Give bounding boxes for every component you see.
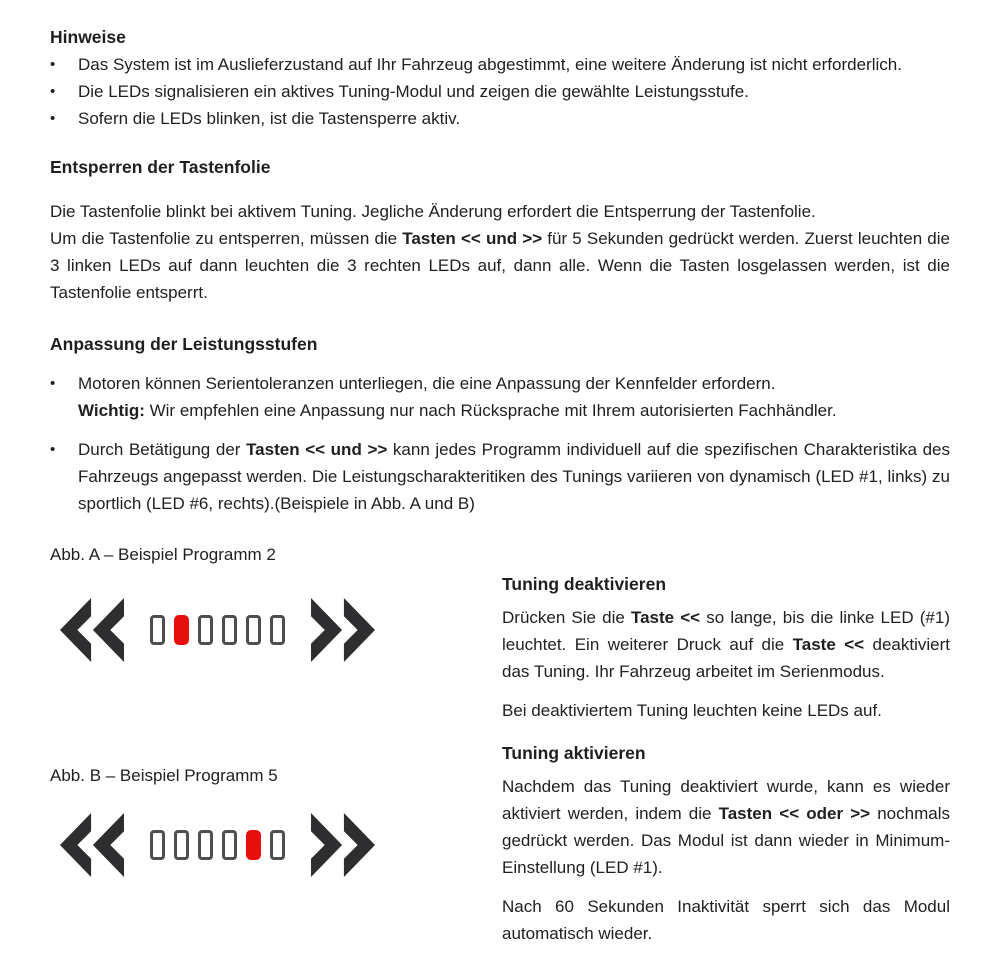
hinweise-heading: Hinweise bbox=[50, 27, 126, 47]
led-5-active bbox=[246, 830, 261, 860]
paragraph: Die Tastenfolie blinkt bei aktivem Tuning. Jegliche Änderung erfordert die Entsperrung der Tastenfolie. bbox=[50, 202, 816, 221]
paragraph: Nachdem das Tuning deaktiviert wurde, kann es wieder aktiviert werden, indem die Tasten << oder >> nochmals gedrückt werden. Das Modul ist dann wieder in Minimum-Einstellung (LED #1). bbox=[502, 777, 950, 877]
tuning-deaktivieren-heading: Tuning deaktivieren bbox=[502, 574, 667, 594]
double-chevron-right-icon bbox=[305, 598, 381, 662]
bullet-text: • Die LEDs signalisieren ein aktives Tuning-Modul und zeigen die gewählte Leistungsstufe. bbox=[78, 82, 749, 101]
list-item bbox=[50, 436, 950, 517]
paragraph: Bei deaktiviertem Tuning leuchten keine LEDs auf. bbox=[502, 701, 882, 720]
double-chevron-right-icon bbox=[305, 813, 381, 877]
paragraph: Drücken Sie die Taste << so lange, bis die linke LED (#1) leuchtet. Ein weiterer Druck auf die Taste << deaktiviert das Tuning. Ihr Fahrzeug arbeitet im Serienmodus. bbox=[502, 608, 950, 681]
led-1 bbox=[150, 830, 165, 860]
double-chevron-left-icon bbox=[54, 813, 130, 877]
tuning-aktivieren-heading: Tuning aktivieren bbox=[502, 743, 646, 763]
led-1 bbox=[150, 615, 165, 645]
two-column-area bbox=[50, 541, 950, 959]
led-row bbox=[150, 830, 285, 860]
hinweise-list bbox=[50, 51, 950, 132]
entsperren-heading: Entsperren der Tastenfolie bbox=[50, 157, 271, 177]
entsperren-body bbox=[50, 198, 950, 306]
list-item bbox=[50, 78, 950, 105]
figure-a-led-display bbox=[54, 598, 502, 662]
led-row bbox=[150, 615, 285, 645]
section-entsperren bbox=[50, 154, 950, 306]
list-item bbox=[50, 51, 950, 78]
paragraph: Um die Tastenfolie zu entsperren, müssen die Tasten << und >> für 5 Sekunden gedrückt werden. Zuerst leuchten die 3 linken LEDs auf dann leuchten die 3 rechten LEDs auf, dann alle. Wenn die Tasten losgelassen werden, ist die Tastenfolie entsperrt. bbox=[50, 229, 950, 302]
double-chevron-left-icon bbox=[54, 598, 130, 662]
figure-b-label: Abb. B – Beispiel Programm 5 bbox=[50, 766, 278, 785]
tuning-column bbox=[502, 541, 950, 959]
anpassung-list bbox=[50, 370, 950, 517]
bullet-text: • Durch Betätigung der Tasten << und >> kann jedes Programm individuell auf die spezifischen Charakteristika des Fahrzeugs angepasst werden. Die Leistungscharakteritiken des Tunings variieren von dynamisch (LED #1, links) zu sportlich (LED #6, rechts).(Beispiele in Abb. A und B) bbox=[78, 440, 950, 513]
figure-b-led-display bbox=[54, 813, 502, 877]
led-4 bbox=[222, 830, 237, 860]
section-anpassung bbox=[50, 331, 950, 517]
section-hinweise bbox=[50, 24, 950, 132]
paragraph: Nach 60 Sekunden Inaktivität sperrt sich das Modul automatisch wieder. bbox=[502, 897, 950, 943]
figure-a-label: Abb. A – Beispiel Programm 2 bbox=[50, 545, 276, 564]
anpassung-heading: Anpassung der Leistungsstufen bbox=[50, 334, 318, 354]
list-item bbox=[50, 370, 950, 424]
led-2 bbox=[174, 830, 189, 860]
figures-column bbox=[50, 541, 502, 959]
led-4 bbox=[222, 615, 237, 645]
led-6 bbox=[270, 615, 285, 645]
led-3 bbox=[198, 615, 213, 645]
led-5 bbox=[246, 615, 261, 645]
led-2-active bbox=[174, 615, 189, 645]
bullet-text: • Sofern die LEDs blinken, ist die Tastensperre aktiv. bbox=[78, 109, 461, 128]
list-item bbox=[50, 105, 950, 132]
led-3 bbox=[198, 830, 213, 860]
bullet-text: • Motoren können Serientoleranzen unterliegen, die eine Anpassung der Kennfelder erfordern. Wichtig: Wir empfehlen eine Anpassung nur nach Rücksprache mit Ihrem autorisierten Fachhändler. bbox=[78, 374, 837, 420]
bullet-text: • Das System ist im Auslieferzustand auf Ihr Fahrzeug abgestimmt, eine weitere Änderung ist nicht erforderlich. bbox=[78, 55, 902, 74]
led-6 bbox=[270, 830, 285, 860]
